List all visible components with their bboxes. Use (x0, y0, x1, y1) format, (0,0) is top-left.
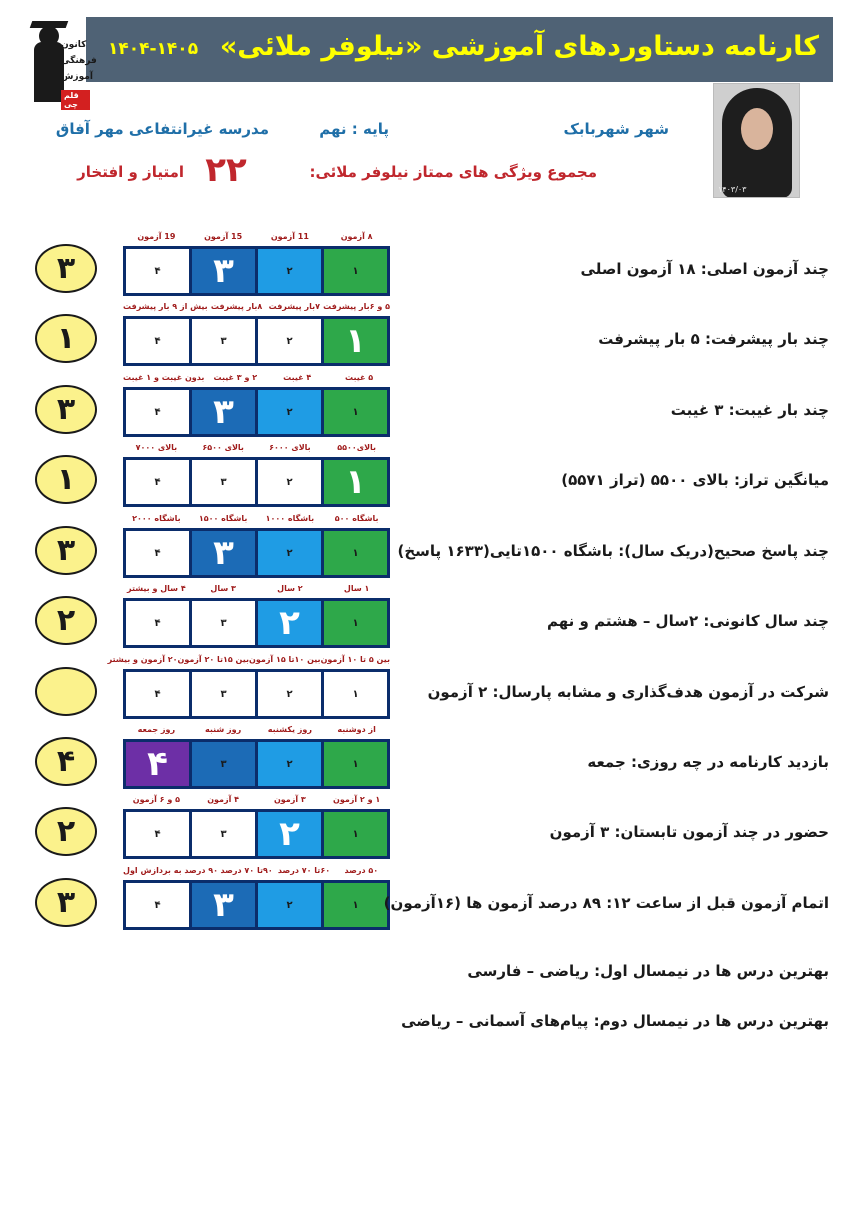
level-labels (123, 584, 390, 593)
logo-text-3: آموزش (61, 72, 93, 82)
question-text: چند آزمون اصلی: ۱۸ آزمون اصلی (580, 260, 829, 278)
level-cell: ۱ (324, 249, 387, 293)
achievement-row (0, 795, 854, 861)
level-labels (123, 795, 390, 804)
level-grid (123, 809, 390, 859)
achievement-row (0, 866, 854, 932)
grade-label: پایه : نهم (319, 120, 389, 138)
level-labels (123, 302, 390, 311)
level-cell: ۱ (324, 460, 387, 504)
level-labels (123, 514, 390, 523)
level-label: بین ۱۰تا ۱۵ آزمون (249, 655, 321, 664)
score-circle: ۲ (35, 807, 97, 856)
level-cell: ۴ (126, 742, 189, 786)
level-cell: ۴ (126, 601, 189, 645)
academic-year: ۱۴۰۴-۱۴۰۵ (108, 39, 199, 59)
summary-label: مجموع ویژگی های ممتاز نیلوفر ملائی: (309, 163, 597, 181)
level-grid (123, 739, 390, 789)
level-cell: ۱ (324, 672, 387, 716)
level-label: ۶۰تا ۷۰ درصد (277, 866, 331, 875)
level-label: بین ۱۵تا ۲۰ آزمون (177, 655, 250, 664)
level-label: ۵۰ درصد (344, 866, 379, 875)
achievement-row (0, 655, 854, 721)
level-cell: ۲ (258, 742, 321, 786)
level-cell: ۳ (192, 249, 255, 293)
level-label: ۲ سال (277, 584, 303, 593)
level-label: باشگاه ۲۰۰۰ (132, 514, 181, 523)
level-labels (123, 232, 390, 241)
level-cell: ۱ (324, 883, 387, 927)
level-cell: ۴ (126, 672, 189, 716)
score-circle: ۴ (35, 737, 97, 786)
level-cell: ۴ (126, 460, 189, 504)
photo-stamp: ۱۴۰۳/۰۳ (718, 185, 747, 194)
level-labels (107, 655, 390, 664)
level-label: ۵ و ۶بار پیشرفت (323, 302, 390, 311)
level-grid (123, 598, 390, 648)
level-cell: ۴ (126, 319, 189, 363)
level-label: ۴ غیبت (283, 373, 312, 382)
level-cell: ۴ (126, 812, 189, 856)
question-text: میانگین تراز: بالای ۵۵۰۰ (تراز ۵۵۷۱) (561, 471, 829, 489)
level-label: ۳ آزمون (273, 795, 306, 804)
level-label: بالای ۷۰۰۰ (135, 443, 178, 452)
best-subjects-second: بهترین درس ها در نیمسال دوم: پیام‌های آسمانی – ریاضی (401, 1012, 829, 1030)
header-bar (86, 17, 833, 82)
best-subjects-first: بهترین درس ها در نیمسال اول: ریاضی – فارسی (467, 962, 829, 980)
level-cell: ۱ (324, 812, 387, 856)
level-label: 11 آزمون (270, 232, 309, 241)
level-label: ۸ آزمون (340, 232, 373, 241)
level-cell: ۱ (324, 319, 387, 363)
level-grid (123, 246, 390, 296)
level-label: بالای ۶۵۰۰ (202, 443, 244, 452)
level-cell: ۲ (258, 812, 321, 856)
level-label: ۴ آزمون (207, 795, 240, 804)
level-label: بیش از ۹ بار پیشرفت (123, 302, 208, 311)
logo-text-1: کانون (61, 40, 87, 50)
level-label: باشگاه ۵۰۰ (334, 514, 379, 523)
question-text: چند بار غیبت: ۳ غیبت (670, 401, 829, 419)
question-text: حضور در چند آزمون تابستان: ۳ آزمون (549, 823, 829, 841)
score-circle: ۳ (35, 385, 97, 434)
achievement-row (0, 373, 854, 439)
level-grid (123, 528, 390, 578)
level-label: 15 آزمون (204, 232, 243, 241)
level-cell: ۱ (324, 742, 387, 786)
score-circle: ۳ (35, 878, 97, 927)
level-label: ۸بار پیشرفت (210, 302, 263, 311)
level-cell: ۲ (258, 672, 321, 716)
level-cell: ۳ (192, 319, 255, 363)
score-circle: ۲ (35, 596, 97, 645)
logo-text-2: فرهنگی (61, 56, 97, 66)
level-cell: ۳ (192, 601, 255, 645)
level-cell: ۲ (258, 531, 321, 575)
level-cell: ۱ (324, 531, 387, 575)
level-cell: ۳ (192, 531, 255, 575)
level-labels (123, 866, 390, 875)
question-text: شرکت در آزمون هدف‌گذاری و مشابه پارسال: ۲ آزمون (427, 683, 829, 701)
level-grid (123, 669, 390, 719)
level-cell: ۴ (126, 531, 189, 575)
achievement-row (0, 443, 854, 509)
level-cell: ۴ (126, 249, 189, 293)
score-circle: ۱ (35, 314, 97, 363)
level-cell: ۴ (126, 883, 189, 927)
level-cell: ۲ (258, 883, 321, 927)
question-text: بازدید کارنامه در چه روزی: جمعه (587, 753, 829, 771)
level-cell: ۲ (258, 460, 321, 504)
achievement-row (0, 232, 854, 298)
level-label: ۷بار پیشرفت (268, 302, 320, 311)
achievement-row (0, 725, 854, 791)
level-labels (123, 725, 390, 734)
face-shape (741, 108, 773, 150)
level-cell: ۳ (192, 812, 255, 856)
level-label: ۱ سال (343, 584, 370, 593)
level-cell: ۲ (258, 319, 321, 363)
level-label: ۲ و ۳ غیبت (213, 373, 258, 382)
level-grid (123, 387, 390, 437)
graduate-gown-icon (34, 42, 64, 102)
score-circle: ۳ (35, 526, 97, 575)
level-labels (123, 373, 390, 382)
question-text: چند پاسخ صحیح(دریک سال): باشگاه ۱۵۰۰تایی(۱۶۳۳ پاسخ) (397, 542, 829, 560)
logo-badge: قلم چی (61, 90, 90, 110)
level-label: ۵ و ۶ آزمون (132, 795, 180, 804)
level-cell: ۲ (258, 601, 321, 645)
achievement-row (0, 302, 854, 368)
level-cell: ۲ (258, 249, 321, 293)
level-label: ۳ سال (210, 584, 236, 593)
level-label: بالای ۶۰۰۰ (269, 443, 311, 452)
question-text: اتمام آزمون قبل از ساعت ۱۲: ۸۹ درصد آزمون ها (۱۶آزمون) (383, 894, 829, 912)
level-cell: ۳ (192, 742, 255, 786)
level-label: ۱ و ۲ آزمون (332, 795, 381, 804)
level-label: ۴ سال و بیشتر (127, 584, 186, 593)
level-label: روز یکشنبه (267, 725, 312, 734)
question-text: چند سال کانونی: ۲سال – هشتم و نهم (547, 612, 829, 630)
level-label: روز جمعه (137, 725, 176, 734)
level-label: بدون غیبت و ۱ غیبت (123, 373, 205, 382)
level-label: باشگاه ۱۰۰۰ (265, 514, 315, 523)
level-cell: ۴ (126, 390, 189, 434)
level-cell: ۳ (192, 672, 255, 716)
score-circle: ۱ (35, 455, 97, 504)
level-cell: ۳ (192, 460, 255, 504)
level-cell: ۲ (258, 390, 321, 434)
question-text: چند بار پیشرفت: ۵ بار پیشرفت (598, 330, 829, 348)
level-cell: ۳ (192, 390, 255, 434)
level-label: باشگاه ۱۵۰۰ (198, 514, 248, 523)
level-label: ۹۰تا ۷۰ درصد (220, 866, 273, 875)
level-grid (123, 316, 390, 366)
level-labels (123, 443, 390, 452)
score-circle: ۳ (35, 244, 97, 293)
level-label: بین ۵ تا ۱۰ آزمون (320, 655, 390, 664)
level-grid (123, 457, 390, 507)
level-label: ۹۰ درصد به بردازش اول (123, 866, 218, 875)
level-label: بالای۵۵۰۰ (337, 443, 377, 452)
level-label: از دوشنبه (337, 725, 376, 734)
level-grid (123, 880, 390, 930)
level-cell: ۳ (192, 883, 255, 927)
page-title: کارنامه دستاوردهای آموزشی «نیلوفر ملائی» (219, 31, 819, 62)
summary-value: ۲۲ (205, 150, 247, 190)
level-label: ۲۰ آزمون و بیشتر (107, 655, 178, 664)
level-label: 19 آزمون (137, 232, 176, 241)
summary-unit: امتیاز و افتخار (77, 163, 184, 181)
level-label: روز شنبه (205, 725, 242, 734)
level-cell: ۱ (324, 601, 387, 645)
student-photo (713, 83, 800, 198)
school-label: مدرسه غیرانتفاعی مهر آفاق (55, 120, 269, 138)
achievement-row (0, 514, 854, 580)
score-circle (35, 667, 97, 716)
level-label: ۵ غیبت (344, 373, 374, 382)
kanoon-logo (28, 18, 97, 109)
city-label: شهر شهربابک (563, 120, 669, 138)
level-cell: ۱ (324, 390, 387, 434)
achievement-row (0, 584, 854, 650)
